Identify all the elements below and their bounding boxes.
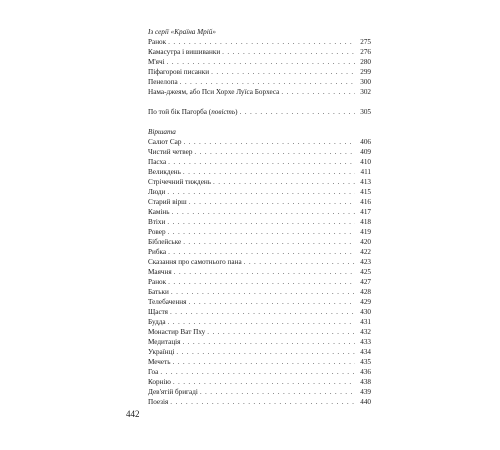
dot-leader [183,137,355,147]
toc-entry [148,47,371,57]
dot-leader [168,157,355,167]
entry-page: 440 [360,398,371,406]
entry-title: Ранок [148,278,167,286]
entry-title: Поезія [148,398,169,406]
toc-entry [148,367,371,377]
toc-entry [148,107,371,117]
entry-page: 275 [360,38,371,46]
entry-page: 305 [360,108,371,116]
entry-page: 419 [360,228,371,236]
dot-leader [244,257,355,267]
spacer [148,97,371,107]
entry-page: 429 [360,298,371,306]
toc-entry [148,147,371,157]
entry-title: Великдень [148,168,181,176]
toc-entry [148,297,371,307]
entry-title: Біблейське [148,238,182,246]
dot-leader [170,307,355,317]
dot-leader [189,197,355,207]
entry-page: 436 [360,368,371,376]
dot-leader [173,357,355,367]
entry-page: 417 [360,208,371,216]
entry-title: Монастир Ват Пху [148,328,206,336]
entry-title: Медитація [148,338,181,346]
toc-entry [148,337,371,347]
dot-leader [207,327,355,337]
toc-entry [148,277,371,287]
dot-leader [168,227,355,237]
dot-leader [168,277,355,287]
entry-page: 300 [360,78,371,86]
entry-title: Стрічечний тиждень [148,178,212,186]
dot-leader [167,57,355,67]
entry-page: 410 [360,158,371,166]
dot-leader [167,217,355,227]
dot-leader [281,87,355,97]
toc-entry [148,357,371,367]
toc-entry [148,217,371,227]
toc-entry [148,67,371,77]
entry-page: 422 [360,248,371,256]
dot-leader [172,207,355,217]
toc-entry [148,87,371,97]
entry-title: Ровер [148,228,166,236]
entry-page: 302 [360,88,371,96]
section-entries [148,37,371,97]
entry-title: Мечеть [148,358,171,366]
entry-title: Люди [148,188,166,196]
entry-page: 435 [360,358,371,366]
spacer [148,117,371,127]
dot-leader [171,287,355,297]
entry-page: 413 [360,178,371,186]
table-of-contents [148,27,371,407]
toc-entry [148,307,371,317]
toc-entry [148,177,371,187]
section-entries [148,137,371,407]
entry-title: Маячня [148,268,172,276]
entry-title: Гоа [148,368,159,376]
toc-entry [148,187,371,197]
entry-title: Пенелопа [148,78,178,86]
entry-page: 433 [360,338,371,346]
dot-leader [213,177,355,187]
dot-leader [174,267,355,277]
dot-leader [182,337,355,347]
entry-title: Ранок [148,38,167,46]
dot-leader [170,397,355,407]
entry-title-end: ) [235,108,238,116]
entry-title: Камасутра і вишиванки [148,48,221,56]
entry-title: Пасха [148,158,167,166]
dot-leader [211,67,355,77]
toc-entry [148,227,371,237]
entry-page: 416 [360,198,371,206]
dot-leader [222,47,355,57]
dot-leader [194,147,355,157]
toc-entry [148,237,371,247]
entry-title: М'ячі [148,58,165,66]
entry-title: Сказання про самотнього пана [148,258,242,266]
toc-entry [148,207,371,217]
entry-page: 439 [360,388,371,396]
entry-title: Телебачення [148,298,187,306]
toc-entry [148,157,371,167]
dot-leader [168,247,355,257]
dot-leader [160,367,355,377]
entry-page: 427 [360,278,371,286]
entry-page: 409 [360,148,371,156]
dot-leader [168,317,355,327]
entry-title: Нама-джеям, або Пси Хорхе Луїса Борхеса [148,88,280,96]
toc-entry [148,257,371,267]
entry-title: Старий вірш [148,198,187,206]
entry-title-text: По той бік Пагорба ( [148,108,212,116]
dot-leader [183,237,355,247]
dot-leader [173,377,355,387]
entry-page: 299 [360,68,371,76]
dot-leader [168,37,355,47]
toc-entry [148,57,371,67]
entry-title [148,107,238,117]
entry-title: Піфагорові писанки [148,68,210,76]
entry-title: Щастя [148,308,168,316]
toc-entry [148,387,371,397]
page-number: 442 [126,409,140,419]
toc-entry [148,347,371,357]
dot-leader [240,107,355,117]
entry-title: Українці [148,348,175,356]
entry-title: Салют Сар [148,138,182,146]
toc-entry [148,317,371,327]
dot-leader [167,187,355,197]
toc-entry [148,377,371,387]
entry-title: Корнію [148,378,171,386]
entry-page: 431 [360,318,371,326]
entry-page: 430 [360,308,371,316]
dot-leader [200,387,355,397]
toc-entry [148,247,371,257]
entry-title-italic: повість [211,108,236,116]
toc-entry [148,37,371,47]
entry-title: Втіхи [148,218,166,226]
entry-page: 418 [360,218,371,226]
entry-page: 434 [360,348,371,356]
toc-entry [148,267,371,277]
entry-title: Батьки [148,288,169,296]
dot-leader [176,347,355,357]
entry-title: Будда [148,318,166,326]
toc-entry [148,197,371,207]
toc-entry [148,287,371,297]
section-title: Віршата [148,128,176,136]
entry-title: Рибка [148,248,167,256]
entry-page: 432 [360,328,371,336]
dot-leader [180,77,355,87]
entry-page: 428 [360,288,371,296]
toc-entry [148,77,371,87]
entry-page: 415 [360,188,371,196]
section-title: Із серії «Країна Мрій» [148,28,216,36]
entry-page: 438 [360,378,371,386]
entry-page: 280 [360,58,371,66]
entry-page: 425 [360,268,371,276]
toc-entry [148,137,371,147]
entry-page: 420 [360,238,371,246]
dot-leader [183,167,355,177]
entry-page: 276 [360,48,371,56]
entry-title: Дев'ятій бригаді [148,388,198,396]
toc-entry [148,327,371,337]
dot-leader [188,297,355,307]
toc-entry [148,167,371,177]
entry-page: 411 [360,168,371,176]
entry-page: 406 [360,138,371,146]
entry-title: Чистий четвер [148,148,193,156]
entry-page: 423 [360,258,371,266]
toc-entry [148,397,371,407]
entry-title: Камінь [148,208,170,216]
